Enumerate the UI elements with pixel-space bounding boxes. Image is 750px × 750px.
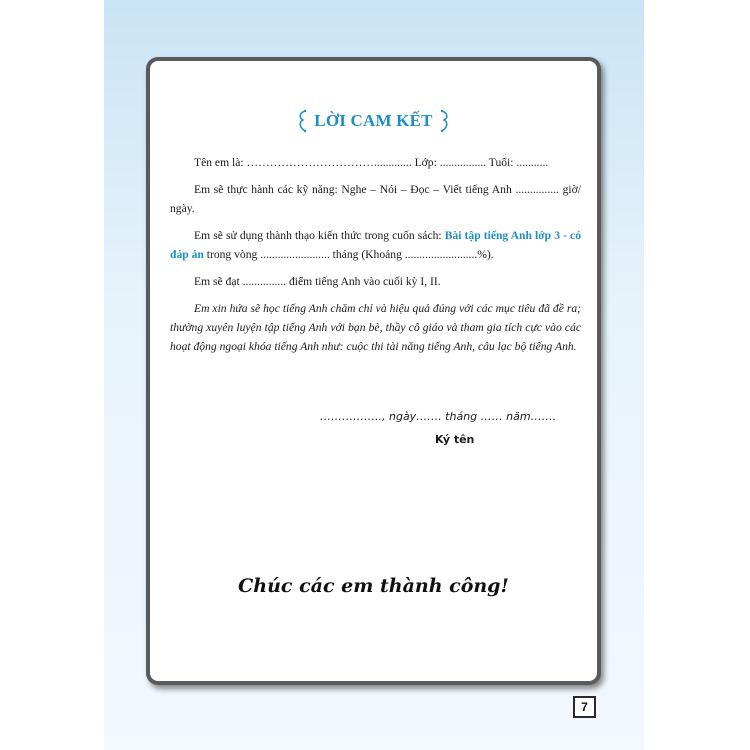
signature-label: Ký tên bbox=[435, 433, 475, 446]
skills-line: Em sẽ thực hành các kỹ năng: Nghe – Nói – Đọc – Viết tiếng Anh ............... giờ/ ngày. bbox=[170, 183, 581, 215]
date-line: …………….., ngày……. tháng …… năm……. bbox=[320, 410, 557, 423]
score-line: Em sẽ đạt ............... điểm tiếng Anh vào cuối kỳ I, II. bbox=[194, 275, 441, 288]
promise-paragraph: Em xin hứa sẽ học tiếng Anh chăm chỉ và hiệu quả đúng với các mục tiêu đã đề ra; thường xuyên luyện tập tiếng Anh với bạn bè, thầy cô giáo và tham gia tích cực vào các hoạt động ngoại khóa tiếng Anh như: cuộc thi tài năng tiếng Anh, câu lạc bộ tiếng Anh. bbox=[170, 302, 581, 353]
commitment-card bbox=[146, 57, 601, 685]
title-block bbox=[150, 109, 597, 138]
book-usage-suffix: trong vòng ........................ tháng (Khoảng .........................%). bbox=[203, 248, 494, 261]
book-title: Bài tập tiếng Anh lớp 3 - có đáp án bbox=[170, 229, 581, 261]
book-usage-line bbox=[170, 226, 581, 264]
closing-message: Chúc các em thành công! bbox=[238, 575, 509, 597]
name-class-age-line: Tên em là: ……………………………............. Lớp: ................ Tuổi: ........... bbox=[194, 156, 549, 169]
book-usage-prefix: Em sẽ sử dụng thành thạo kiến thức trong cuốn sách: bbox=[194, 229, 445, 242]
commitment-body bbox=[170, 153, 581, 364]
left-ornament-icon bbox=[296, 109, 308, 133]
page-title: LỜI CAM KẾT bbox=[314, 111, 433, 130]
right-ornament-icon bbox=[439, 109, 451, 133]
page-number: 7 bbox=[573, 696, 596, 718]
page-title-group bbox=[296, 109, 450, 133]
